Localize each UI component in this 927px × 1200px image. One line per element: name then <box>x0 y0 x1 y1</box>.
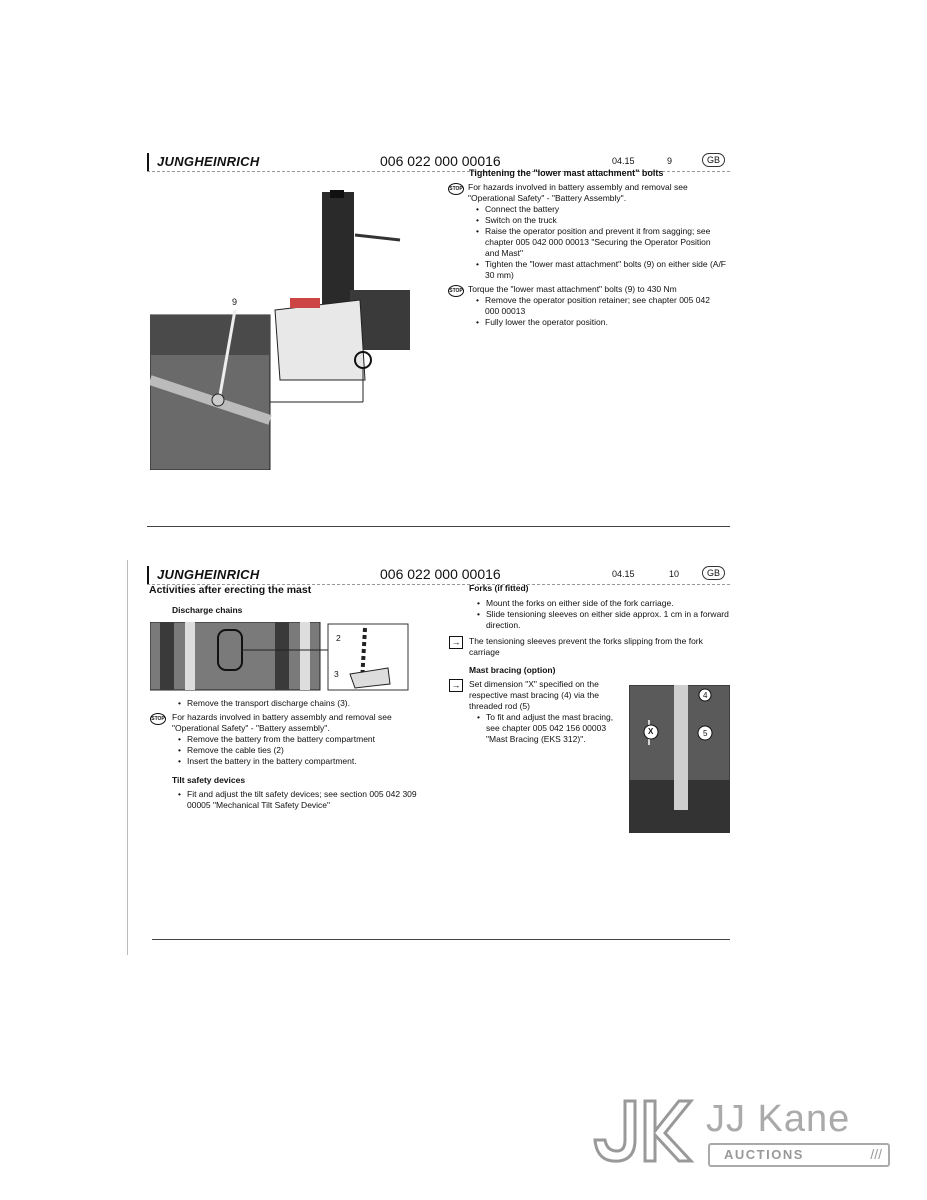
slash-icon: /// <box>870 1146 882 1162</box>
callout-4: 4 <box>703 691 708 700</box>
step-list <box>449 598 731 631</box>
arrow-right-icon: → <box>449 636 463 649</box>
page1-text <box>448 182 726 328</box>
callout-2: 2 <box>336 633 341 643</box>
page-divider <box>152 939 730 940</box>
stop-icon: STOP <box>448 285 464 297</box>
stop-icon: STOP <box>150 713 166 725</box>
stop-notice <box>448 284 726 295</box>
list-item: • Fully lower the operator position. <box>476 317 726 328</box>
list-item: • Remove the operator position retainer; see chapter 005 042 000 00013 <box>476 295 726 317</box>
step-list <box>448 204 726 281</box>
language-badge: GB <box>702 153 725 167</box>
mast-title: Mast bracing (option) <box>469 665 556 675</box>
doc-date: 04.15 <box>612 156 635 166</box>
list-item: • Fit and adjust the tilt safety devices; see section 005 042 309 00005 "Mechanical Tilt Safety Device" <box>178 789 435 811</box>
page-edge <box>127 560 128 955</box>
brand-logo: JUNGHEINRICH <box>157 154 260 169</box>
list-item: • Mount the forks on either side of the fork carriage. <box>477 598 731 609</box>
page2-title: Activities after erecting the mast <box>149 584 312 596</box>
step-list <box>150 789 435 811</box>
doc-number: 006 022 000 00016 <box>380 153 501 169</box>
truck-body <box>275 300 365 380</box>
step-list <box>150 698 435 709</box>
truck-light <box>290 298 320 308</box>
tilt-title: Tilt safety devices <box>172 775 246 785</box>
list-item: • To fit and adjust the mast bracing, see chapter 005 042 156 00003 "Mast Bracing (EKS 312)". <box>477 712 625 745</box>
forks-title: Forks (if fitted) <box>469 583 529 593</box>
doc-date: 04.15 <box>612 569 635 579</box>
list-item: • Remove the cable ties (2) <box>178 745 435 756</box>
header-bar <box>147 566 149 584</box>
page-divider <box>147 526 730 527</box>
page-number: 10 <box>669 569 680 579</box>
guard-rail <box>355 235 400 240</box>
watermark-name: JJ Kane <box>706 1098 851 1140</box>
mast-top <box>330 190 344 198</box>
stop-text: Torque the "lower mast attachment" bolts (9) to 430 Nm <box>468 284 677 294</box>
info-text: Set dimension "X" specified on the respective mast bracing (4) via the threaded rod (5) <box>469 679 599 711</box>
step-list <box>150 734 435 767</box>
header-bar <box>147 153 149 171</box>
list-item: • Switch on the truck <box>476 215 726 226</box>
brand-logo: JUNGHEINRICH <box>157 567 260 582</box>
info-notice <box>449 679 625 712</box>
truck-illustration <box>150 180 415 470</box>
callout-3: 3 <box>334 669 339 679</box>
photo-rail <box>160 622 174 690</box>
photo-rail <box>185 622 195 690</box>
doc-number: 006 022 000 00016 <box>380 566 501 582</box>
threaded-rod <box>674 685 688 810</box>
stop-text: For hazards involved in battery assembly and removal see "Operational Safety" - "Battery Assembly". <box>468 182 688 203</box>
list-item: • Insert the battery in the battery compartment. <box>178 756 435 767</box>
step-list <box>448 295 726 328</box>
mast-bracing-photo <box>629 685 730 833</box>
info-text: The tensioning sleeves prevent the forks slipping from the fork carriage <box>469 636 703 657</box>
callout-9: 9 <box>232 297 238 307</box>
list-item: • Tighten the "lower mast attachment" bolts (9) on either side (A/F 30 mm) <box>476 259 726 281</box>
callout-x: X <box>648 727 654 736</box>
list-item: • Remove the battery from the battery compartment <box>178 734 435 745</box>
language-badge: GB <box>702 566 725 580</box>
photo-rail <box>300 622 310 690</box>
step-list <box>449 712 625 745</box>
info-notice <box>449 636 731 658</box>
list-item: • Slide tensioning sleeves on either side approx. 1 cm in a forward direction. <box>477 609 731 631</box>
callout-5: 5 <box>703 729 708 738</box>
stop-text: For hazards involved in battery assembly and removal see "Operational Safety" - "Battery assembly". <box>172 712 392 733</box>
bolt-shape <box>212 394 224 406</box>
page1-title: Tightening the "lower mast attachment" bolts <box>469 168 664 178</box>
chain-photo <box>150 622 320 690</box>
discharge-illustration <box>150 622 410 694</box>
page2-left-text <box>150 698 435 811</box>
list-item: • Remove the transport discharge chains (3). <box>178 698 435 709</box>
page-number: 9 <box>667 156 673 166</box>
stop-notice <box>150 712 435 734</box>
stop-notice <box>448 182 726 204</box>
jj-kane-logo-icon <box>587 1095 697 1167</box>
arrow-right-icon: → <box>449 679 463 692</box>
watermark-sub: AUCTIONS <box>724 1147 804 1162</box>
discharge-title: Discharge chains <box>172 605 243 615</box>
watermark-sub-box <box>708 1143 890 1167</box>
photo-rail <box>275 622 289 690</box>
stop-icon: STOP <box>448 183 464 195</box>
list-item: • Raise the operator position and prevent it from sagging; see chapter 005 042 000 00013 "Securing the Operator Position and Mast" <box>476 226 726 259</box>
photo-shade <box>150 315 270 355</box>
list-item: • Connect the battery <box>476 204 726 215</box>
